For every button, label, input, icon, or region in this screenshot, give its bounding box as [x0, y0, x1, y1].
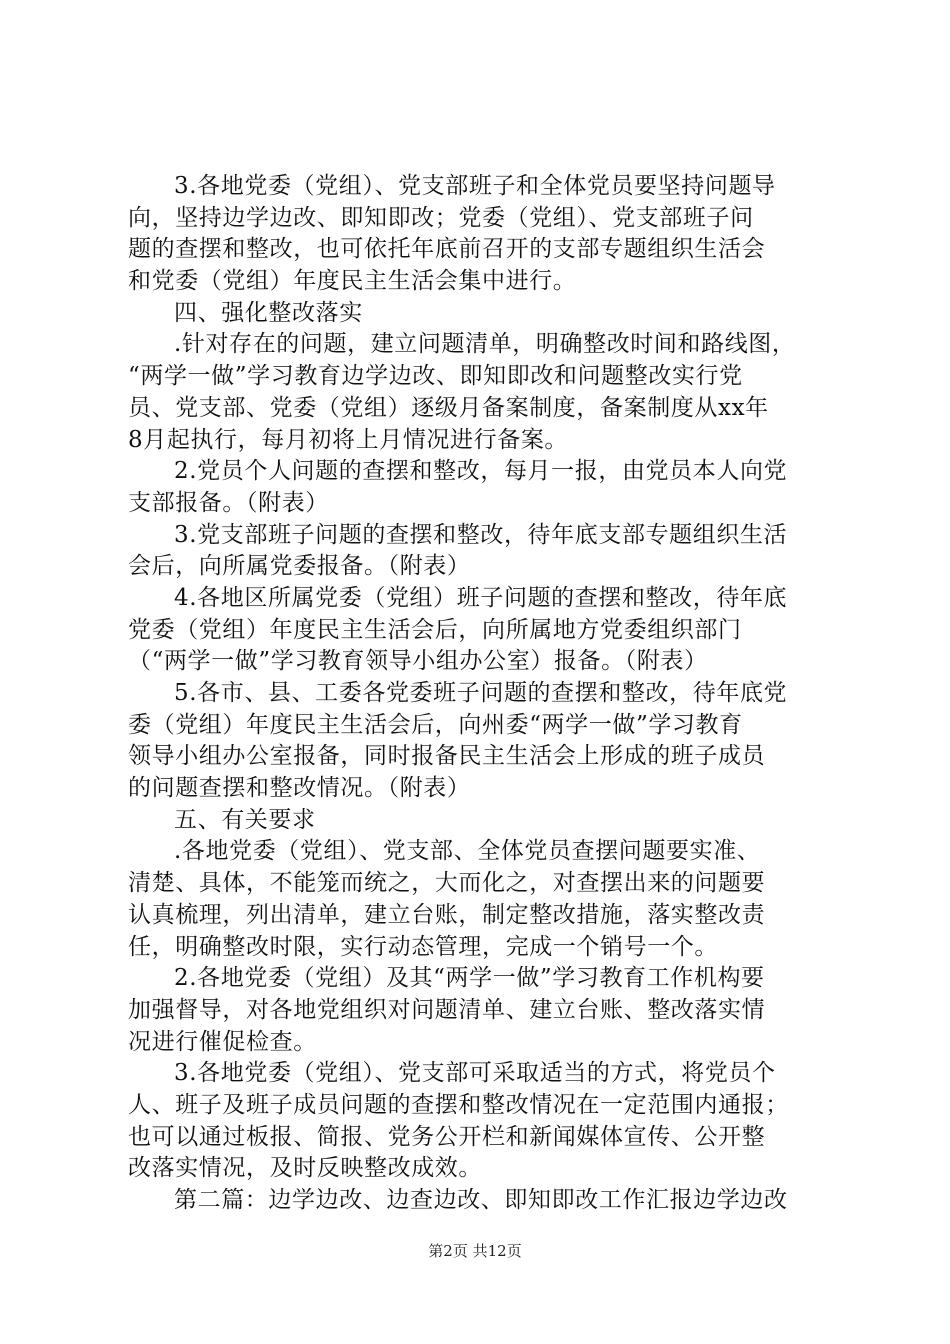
body-text-line: 党委（党组）年度民主生活会后，向所属地方党委组织部门 — [128, 616, 742, 643]
body-text-line: 4.各地区所属党委（党组）班子问题的查摆和整改，待年底 — [174, 584, 788, 611]
body-text-line: 四、强化整改落实 — [174, 299, 363, 326]
body-text-line: 3.各地党委（党组）、党支部可采取适当的方式，将党员个 — [174, 1060, 776, 1087]
body-text-line: 5.各市、县、工委各党委班子问题的查摆和整改，待年底党 — [174, 680, 788, 706]
body-text-line: 2.各地党委（党组）及其“两学一做”学习教育工作机构要 — [174, 965, 765, 992]
body-text-line: 况进行催促检查。 — [128, 1028, 317, 1055]
body-text-line: 3.各地党委（党组）、党支部班子和全体党员要坚持问题导 — [174, 173, 776, 199]
body-text-line: 会后，向所属党委报备。（附表） — [128, 553, 471, 580]
body-text-line: 第二篇：边学边改、边查边改、即知即改工作汇报边学边改 — [174, 1187, 788, 1213]
body-text-line: 2.党员个人问题的查摆和整改，每月一报，由党员本人向党 — [174, 458, 788, 485]
body-text-line: 五、有关要求 — [174, 806, 316, 833]
body-text-line: 领导小组办公室报备，同时报备民主生活会上形成的班子成员 — [128, 743, 766, 770]
body-text-line: （“两学一做”学习教育领导小组办公室）报备。（附表） — [128, 648, 708, 675]
body-text-line: 题的查摆和整改，也可依托年底前召开的支部专题组织生活会 — [128, 236, 766, 263]
page-footer: 第2页 共12页 — [428, 1242, 522, 1260]
body-text-line: .针对存在的问题，建立问题清单，明确整改时间和路线图， — [174, 331, 796, 358]
body-text-line: 向，坚持边学边改、即知即改；党委（党组）、党支部班子问 — [128, 204, 754, 231]
body-text-line: 员、党支部、党委（党组）逐级月备案制度，备案制度从xx年 — [128, 394, 769, 421]
body-text-line: 支部报备。（附表） — [128, 489, 329, 516]
body-text-line: 人、班子及班子成员问题的查摆和整改情况在一定范围内通报； — [128, 1091, 789, 1118]
body-text-line: .各地党委（党组）、党支部、全体党员查摆问题要实准、 — [174, 838, 761, 865]
body-text-line: 认真梳理，列出清单，建立台账，制定整改措施，落实整改责 — [128, 901, 766, 928]
body-text-line: 8月起执行，每月初将上月情况进行备案。 — [128, 426, 569, 453]
document-body — [128, 171, 834, 1217]
body-text-line: 和党委（党组）年度民主生活会集中进行。 — [128, 268, 577, 295]
body-text-line: “两学一做”学习教育边学边改、即知即改和问题整改实行党 — [128, 363, 743, 390]
body-text-line: 清楚、具体，不能笼而统之，大而化之，对查摆出来的问题要 — [128, 870, 766, 897]
body-text-line: 任，明确整改时限，实行动态管理，完成一个销号一个。 — [128, 933, 718, 960]
body-text-line: 的问题查摆和整改情况。（附表） — [128, 775, 471, 802]
body-text-line: 也可以通过板报、简报、党务公开栏和新闻媒体宣传、公开整 — [128, 1123, 766, 1150]
body-text-line: 委（党组）年度民主生活会后，向州委“两学一做”学习教育 — [128, 711, 743, 738]
body-text-line: 改落实情况，及时反映整改成效。 — [128, 1155, 482, 1182]
body-text-line: 3.党支部班子问题的查摆和整改，待年底支部专题组织生活 — [174, 521, 788, 548]
body-text-line: 加强督导，对各地党组织对问题清单、建立台账、整改落实情 — [128, 996, 766, 1023]
